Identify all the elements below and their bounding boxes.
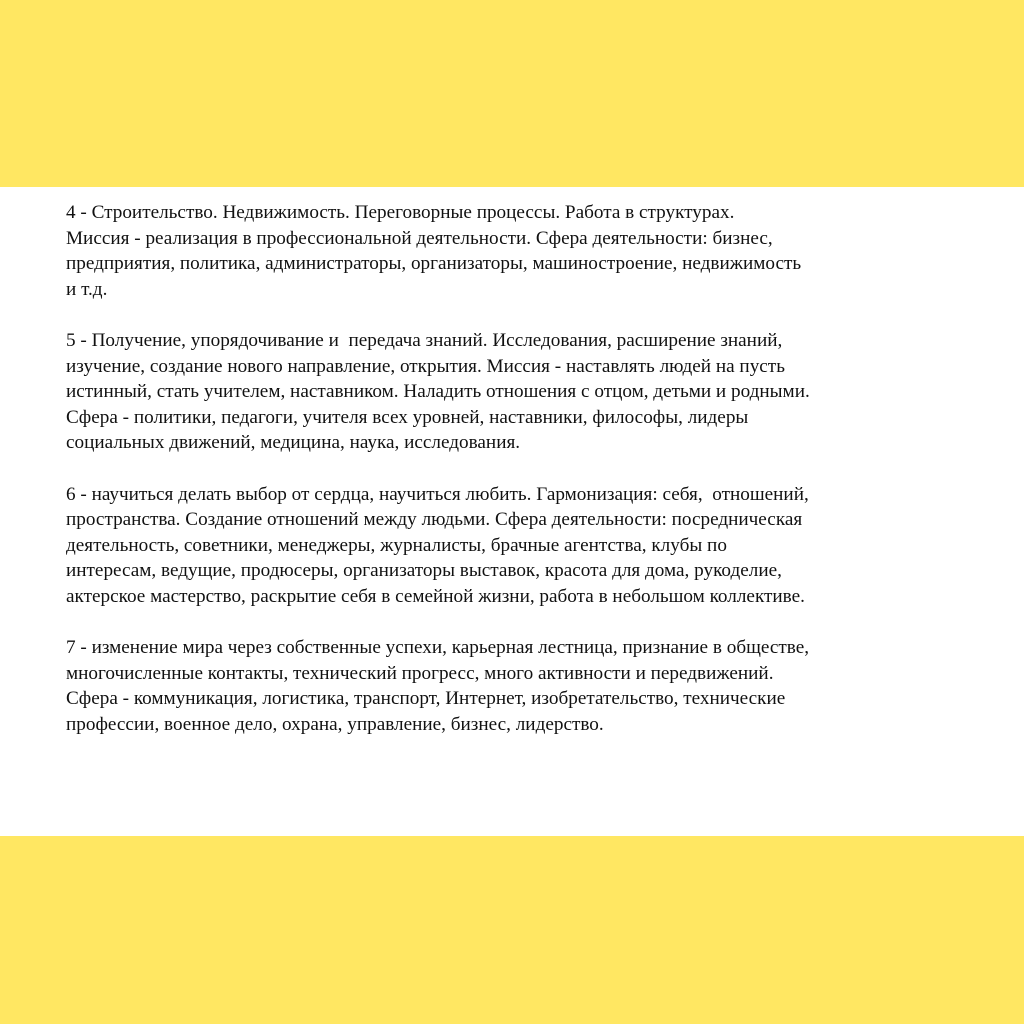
paragraph-line: изучение, создание нового направление, открытия. Миссия - наставлять людей на пусть <box>66 355 785 377</box>
paragraph-7 <box>66 635 986 737</box>
paragraph-line: 4 - Строительство. Недвижимость. Переговорные процессы. Работа в структурах. <box>66 202 735 223</box>
paragraph-line: многочисленные контакты, технический прогресс, много активности и передвижений. <box>66 662 774 684</box>
paragraph-5 <box>66 328 986 456</box>
paragraph-line: 5 - Получение, упорядочивание и передача знаний. Исследования, расширение знаний, <box>66 329 783 351</box>
paragraph-6 <box>66 482 986 610</box>
paragraph-line: социальных движений, медицина, наука, исследования. <box>66 432 521 454</box>
paragraph-line: профессии, военное дело, охрана, управление, бизнес, лидерство. <box>66 713 604 735</box>
paragraph-line: Сфера - коммуникация, логистика, транспорт, Интернет, изобретательство, технические <box>66 688 786 710</box>
top-yellow-band <box>0 0 1024 187</box>
paragraph-4 <box>66 200 986 302</box>
bottom-yellow-band <box>0 836 1024 1024</box>
paragraph-line: интересам, ведущие, продюсеры, организаторы выставок, красота для дома, рукоделие, <box>66 560 782 582</box>
paragraph-line: 6 - научиться делать выбор от сердца, научиться любить. Гармонизация: себя, отношений, <box>66 483 809 505</box>
paragraph-line: актерское мастерство, раскрытие себя в семейной жизни, работа в небольшом коллективе. <box>66 585 805 607</box>
paragraph-line: пространства. Создание отношений между людьми. Сфера деятельности: посредническая <box>66 509 803 531</box>
paragraph-line: Миссия - реализация в профессиональной деятельности. Сфера деятельности: бизнес, <box>66 227 773 249</box>
paragraph-line: деятельность, советники, менеджеры, журналисты, брачные агентства, клубы по <box>66 534 727 556</box>
document-body <box>66 200 986 763</box>
paragraph-line: и т.д. <box>66 278 108 300</box>
paragraph-line: предприятия, политика, администраторы, организаторы, машиностроение, недвижимость <box>66 253 802 275</box>
paragraph-line: истинный, стать учителем, наставником. Наладить отношения с отцом, детьми и родными. <box>66 381 810 403</box>
paragraph-line: Сфера - политики, педагоги, учителя всех уровней, наставники, философы, лидеры <box>66 406 749 428</box>
paragraph-line: 7 - изменение мира через собственные успехи, карьерная лестница, признание в обществе, <box>66 637 810 659</box>
